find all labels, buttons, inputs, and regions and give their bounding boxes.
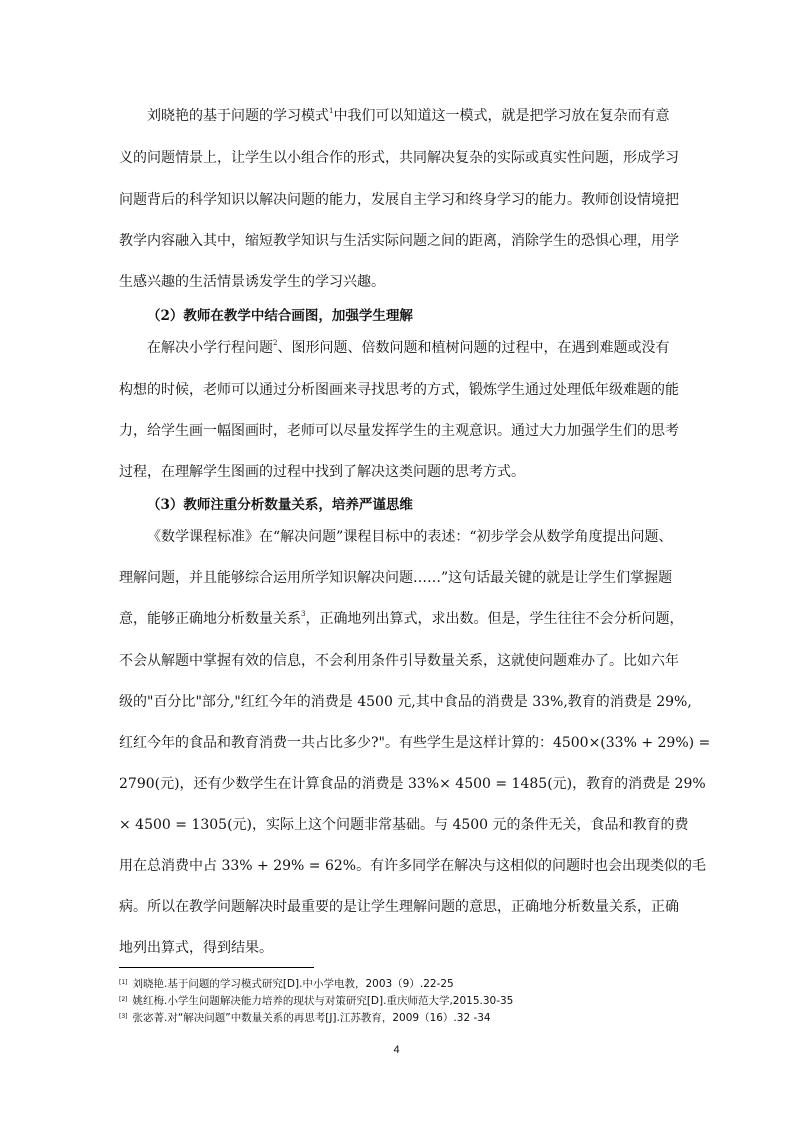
citation-ref: 3	[301, 610, 306, 618]
body-line: × 4500 = 1305(元)，实际上这个问题非常基础。与 4500 元的条件无关，食品和教育的费	[119, 817, 689, 833]
body-line: 问题背后的科学知识以解决问题的能力，发展自主学习和终身学习的能力。教师创设情境把	[119, 192, 679, 208]
body-text: 中我们可以知道这一模式，就是把学习放在复杂而有意	[333, 108, 670, 124]
body-text: 在解决小学行程问题	[147, 340, 273, 356]
body-line: 2790(元)，还有少数学生在计算食品的消费是 33%× 4500 = 1485(元)，教育的消费是 29%	[119, 776, 706, 792]
body-text: ，正确地列出算式，求出数。但是，学生往往不会分析问题，	[305, 611, 684, 627]
body-line: 过程，在理解学生图画的过程中找到了解决这类问题的思考方式。	[119, 464, 525, 480]
citation-ref: 2	[273, 339, 278, 347]
body-line	[147, 340, 669, 356]
body-line: 义的问题情景上，让学生以小组合作的形式，共同解决复杂的实际或真实性问题，形成学习	[119, 150, 679, 166]
page-number: 4	[393, 1044, 400, 1056]
footnote	[119, 1012, 491, 1024]
footnote-mark: [1]	[119, 979, 128, 986]
body-line: 力，给学生画一幅图画时，老师可以尽量发挥学生的主观意识。通过大力加强学生们的思考	[119, 423, 679, 439]
body-text: 意，能够正确地分析数量关系	[119, 611, 301, 627]
body-line: 用在总消费中占 33% + 29% = 62%。有许多同学在解决与这相似的问题时也会出现类似的毛	[119, 858, 707, 874]
footnote-text: 刘晓艳.基于问题的学习模式研究[D].中小学电教，2003（9）.22-25	[132, 978, 454, 990]
body-line	[147, 108, 669, 124]
body-line: 理解问题，并且能够综合运用所学知识解决问题……”这句话最关键的就是让学生们掌握题	[119, 570, 673, 586]
body-line: 教学内容融入其中，缩短教学知识与生活实际问题之间的距离，消除学生的恐惧心理，用学	[119, 233, 679, 249]
footnote-text: 张宓菁.对“解决问题”中数量关系的再思考[J].江苏教育，2009（16）.32 -34	[132, 1012, 491, 1024]
body-line: 级的"百分比"部分,"红红今年的消费是 4500 元,其中食品的消费是 33%,教育的消费是 29%,	[119, 694, 692, 710]
body-line: 不会从解题中掌握有效的信息，不会利用条件引导数量关系，这就使问题难办了。比如六年	[119, 653, 679, 669]
body-line: 构想的时候，老师可以通过分析图画来寻找思考的方式，锻炼学生通过处理低年级难题的能	[119, 382, 679, 398]
body-line: 地列出算式，得到结果。	[119, 940, 273, 956]
section-heading: （2）教师在教学中结合画图，加强学生理解	[147, 308, 413, 324]
body-line: 红红今年的食品和教育消费一共占比多少?"。有些学生是这样计算的：4500×(33% + 29%) =	[119, 735, 711, 751]
body-line	[119, 611, 683, 627]
body-line: 《数学课程标准》在“解决问题”课程目标中的表述：“初步学会从数学角度提出问题、	[147, 529, 673, 545]
body-text: 刘晓艳的基于问题的学习模式	[147, 108, 329, 124]
section-heading: （3）教师注重分析数量关系，培养严谨思维	[147, 497, 413, 513]
body-line: 生感兴趣的生活情景诱发学生的学习兴趣。	[119, 274, 385, 290]
footnote	[119, 995, 513, 1007]
footnote-mark: [3]	[119, 1013, 128, 1020]
footnote	[119, 978, 454, 990]
footnote-mark: [2]	[119, 996, 128, 1003]
footnote-text: 姚红梅.小学生问题解决能力培养的现状与对策研究[D].重庆师范大学,2015.30-35	[132, 995, 514, 1007]
body-line: 病。所以在教学问题解决时最重要的是让学生理解问题的意思，正确地分析数量关系，正确	[119, 899, 679, 915]
footnote-divider	[119, 967, 314, 968]
body-text: 、图形问题、倍数问题和植树问题的过程中，在遇到难题或没有	[277, 340, 670, 356]
citation-ref: 1	[329, 107, 334, 115]
